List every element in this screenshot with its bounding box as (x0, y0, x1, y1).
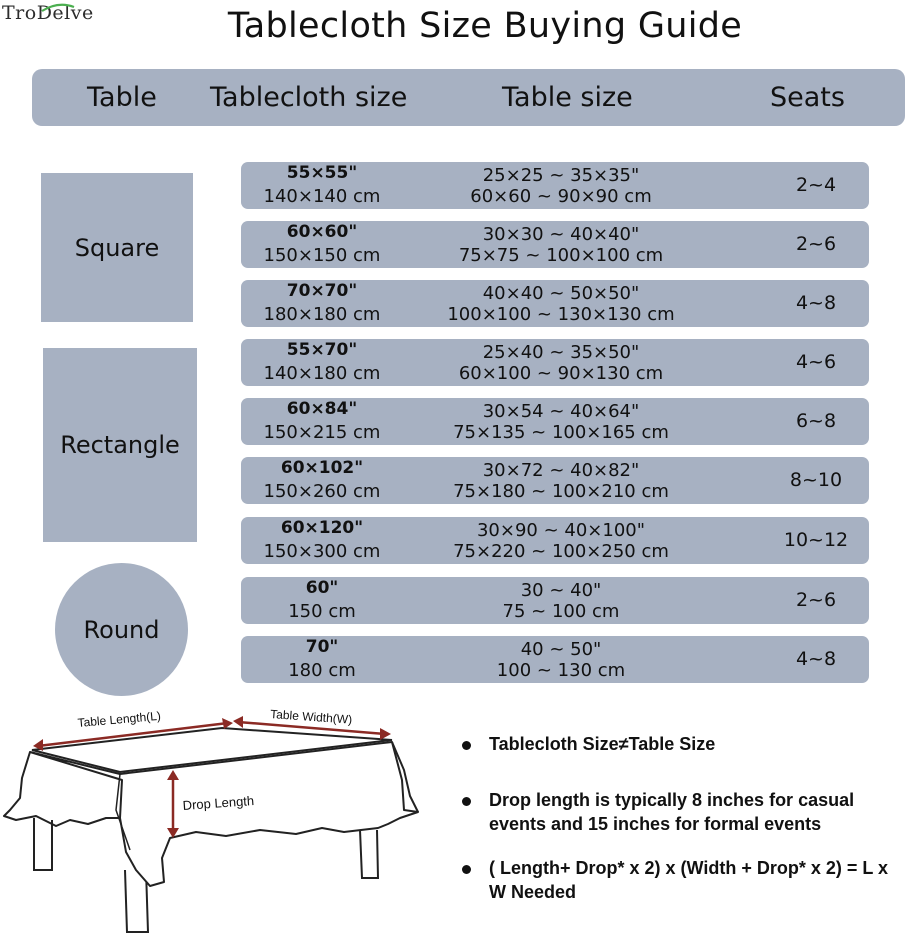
table-size-inches: 40×40 ~ 50×50" (482, 283, 640, 304)
note-text: ( Length+ Drop* x 2) x (Width + Drop* x 2) = L x W Needed (489, 858, 889, 902)
category-square-label: Square (74, 233, 160, 262)
note-item (462, 788, 907, 836)
seats-range: 8~10 (789, 469, 843, 491)
table-size-cm: 75×75 ~ 100×100 cm (458, 245, 664, 266)
tablecloth-size-inches: 60×102" (280, 458, 364, 478)
size-row (241, 339, 869, 386)
bullet-icon (462, 797, 471, 806)
tablecloth-size-cm: 180 cm (288, 660, 356, 681)
seats-range: 2~4 (795, 174, 837, 196)
header-seats: Seats (770, 82, 845, 113)
tablecloth-size-cm: 140×140 cm (263, 186, 381, 207)
seats-range: 2~6 (795, 233, 837, 255)
table-size-inches: 40 ~ 50" (520, 639, 602, 660)
size-row (241, 398, 869, 445)
table-size-cm: 75 ~ 100 cm (502, 601, 620, 622)
seats-range: 6~8 (795, 410, 837, 432)
table-size-cm: 100 ~ 130 cm (496, 660, 626, 681)
tablecloth-size-inches: 55×55" (286, 163, 358, 183)
tablecloth-size-inches: 70×70" (286, 281, 358, 301)
category-rectangle (43, 348, 197, 542)
tablecloth-size-inches: 60×120" (280, 518, 364, 538)
size-row (241, 577, 869, 624)
tablecloth-size-cm: 150×300 cm (263, 541, 381, 562)
seats-range: 4~8 (795, 292, 837, 314)
header-table: Table (87, 82, 157, 113)
bullet-icon (462, 865, 471, 874)
table-size-cm: 75×220 ~ 100×250 cm (453, 541, 669, 562)
tablecloth-size-cm: 180×180 cm (263, 304, 381, 325)
seats-range: 2~6 (795, 589, 837, 611)
header-tablecloth-size: Tablecloth size (210, 82, 408, 113)
note-item (462, 732, 907, 756)
table-size-cm: 100×100 ~ 130×130 cm (447, 304, 675, 325)
table-size-inches: 30×54 ~ 40×64" (482, 401, 640, 422)
category-square (41, 173, 193, 322)
table-size-inches: 30×30 ~ 40×40" (482, 224, 640, 245)
table-size-cm: 60×100 ~ 90×130 cm (458, 363, 664, 384)
category-rectangle-label: Rectangle (60, 431, 180, 459)
table-size-cm: 60×60 ~ 90×90 cm (470, 186, 652, 207)
table-size-inches: 25×25 ~ 35×35" (482, 165, 640, 186)
size-row (241, 457, 869, 504)
tablecloth-size-inches: 55×70" (286, 340, 358, 360)
page-title: Tablecloth Size Buying Guide (227, 6, 743, 46)
tablecloth-size-cm: 150×215 cm (263, 422, 381, 443)
size-row (241, 636, 869, 683)
category-round-label: Round (83, 615, 160, 644)
table-size-cm: 75×180 ~ 100×210 cm (453, 481, 669, 502)
table-size-cm: 75×135 ~ 100×165 cm (453, 422, 669, 443)
tablecloth-size-cm: 150×260 cm (263, 481, 381, 502)
note-text: Tablecloth Size≠Table Size (489, 734, 716, 754)
size-row (241, 280, 869, 327)
size-row (241, 221, 869, 268)
tablecloth-size-inches: 60" (305, 578, 339, 598)
tablecloth-size-cm: 150 cm (288, 601, 356, 622)
table-width-label: Table Width(W) (269, 707, 353, 727)
table-size-inches: 30×72 ~ 40×82" (482, 460, 640, 481)
brand-name: TroDelve (2, 2, 94, 24)
seats-range: 4~8 (795, 648, 837, 670)
table-header-bar (32, 69, 905, 126)
tablecloth-size-inches: 70" (305, 637, 339, 657)
note-item (462, 856, 907, 904)
tablecloth-size-cm: 150×150 cm (263, 245, 381, 266)
tablecloth-size-inches: 60×60" (286, 222, 358, 242)
category-round (55, 563, 188, 696)
bullet-icon (462, 741, 471, 750)
table-illustration (4, 728, 418, 932)
seats-range: 10~12 (783, 529, 849, 551)
size-row (241, 162, 869, 209)
table-size-inches: 25×40 ~ 35×50" (482, 342, 640, 363)
tablecloth-size-cm: 140×180 cm (263, 363, 381, 384)
size-row (241, 517, 869, 564)
tablecloth-diagram (0, 700, 440, 937)
table-size-inches: 30 ~ 40" (520, 580, 602, 601)
drop-length-label: Drop Length (182, 793, 255, 813)
header-table-size: Table size (502, 82, 633, 113)
table-length-label: Table Length(L) (77, 708, 162, 730)
note-text: Drop length is typically 8 inches for casual events and 15 inches for formal events (489, 790, 855, 834)
seats-range: 4~6 (795, 351, 837, 373)
tablecloth-size-inches: 60×84" (286, 399, 358, 419)
table-size-inches: 30×90 ~ 40×100" (476, 520, 646, 541)
